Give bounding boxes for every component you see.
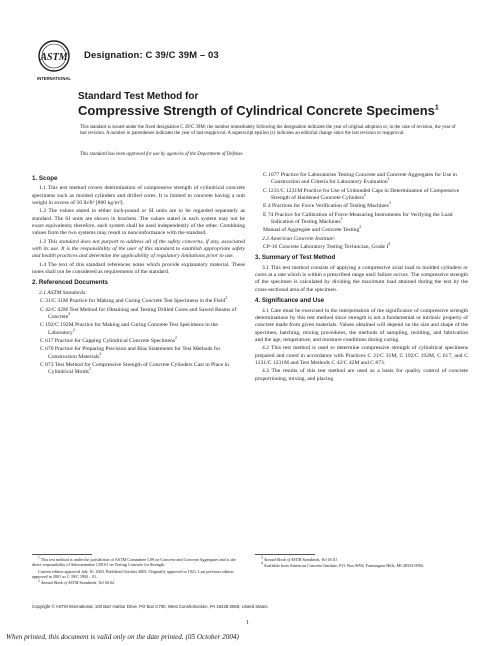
section-heading-scope: 1. Scope bbox=[32, 175, 58, 182]
reference-item: Manual of Aggregate and Concrete Testing$^2$ bbox=[263, 225, 362, 234]
footnotes-right bbox=[255, 557, 468, 570]
footnote-1-edition: Current edition approved July 10, 2003. Published October 2003. Originally approved in 1921. Last previous edition approved in 2001 as C 39/C 39M – 01. bbox=[32, 568, 234, 579]
paragraph-2-1: 2.1 ASTM Standards: bbox=[39, 289, 88, 296]
footnote-divider bbox=[32, 554, 92, 555]
paragraph-1-4: 1.4 The text of this standard references notes which provide explanatory material. These notes shall not be considered as requirements of the standard. bbox=[32, 261, 245, 276]
svg-text:INTERNATIONAL: INTERNATIONAL bbox=[37, 76, 71, 81]
copyright-line: Copyright © ASTM International, 100 Barr Harbor Drive, PO Box C700, West Conshohocken, PA 19428-2959, United States. bbox=[32, 604, 269, 609]
dod-approval-note: This standard has been approved for use by agencies of the Department of Defense. bbox=[80, 152, 244, 157]
reference-item: C 192/C 192M Practice for Making and Curing Concrete Test Specimens in the Laboratory$^2$ bbox=[40, 322, 218, 336]
paragraph-1-3: 1.3 This standard does not purport to address all of the safety concerns, if any, associated with its use. It is the responsibility of the user of this standard to establish appropriate safety and health practices and determine the applicability of regulatory limitations prior to use. bbox=[32, 238, 245, 260]
reference-item: CP-16 Concrete Laboratory Testing Technician, Grade $I^4$ bbox=[263, 242, 391, 251]
title-line-1: Standard Test Method for bbox=[78, 91, 199, 102]
footnotes-left bbox=[32, 557, 245, 586]
reference-item: C 1231/C 1231M Practice for Use of Unbonded Caps in Determination of Compressive Strength of Hardened Concrete Cylinders$^2$ bbox=[263, 187, 460, 202]
paragraph-4-1: 4.1 Care must be exercised in the interpretation of the significance of compressive strength determinations by this test method since strength is not a fundamental or intrinsic property of concrete made from given materials. Values obtained will depend on the size and shape of the specimen, batching, mixing procedures, the methods of sampling, molding, and fabrication and the age, temperature, and moisture conditions during curing. bbox=[255, 307, 468, 343]
reference-item: C 670 Practice for Preparing Precision and Bias Statements for Test Methods for Construction Materials$^2$ bbox=[40, 346, 221, 360]
reference-item: C 42/C 42M Test Method for Obtaining and Testing Drilled Cores and Sawed Beams of Concrete$^2$ bbox=[40, 306, 237, 320]
paragraph-1-1: 1.1 This test method covers determination of compressive strength of cylindrical concrete specimens such as molded cylinders and drilled cores. It is limited to concrete having a unit weight in excess of 50 lb/ft³ [800 kg/m³]. bbox=[32, 185, 245, 207]
footnote-2: $^2$ Annual Book of ASTM Standards, Vol 04.02. bbox=[38, 578, 116, 586]
svg-text:ASTM: ASTM bbox=[40, 52, 68, 63]
page-title: Compressive Strength of Cylindrical Concrete Specimens$^1$ bbox=[78, 103, 439, 118]
paragraph-2-2: 2.2 American Concrete Institute: bbox=[262, 235, 336, 242]
section-heading-summary: 3. Summary of Test Method bbox=[255, 254, 336, 262]
footnote-4: $^4$ Available from American Concrete Institute, P.O. Box 9094, Farmington Hills, MI 48333-9094. bbox=[261, 561, 424, 569]
reference-item: E 74 Practice for Calibration of Force-Measuring Instruments for Verifying the Load Indication of Testing Machines$^3$ bbox=[263, 211, 453, 226]
section-heading-referenced-documents: 2. Referenced Documents bbox=[32, 279, 108, 287]
right-column bbox=[255, 172, 468, 384]
paragraph-4-2: 4.2 This test method is used to determine compressive strength of cylindrical specimens prepared and cured in accordance with Practices C 31/C 31M, C 192/C 192M, C 617, and C 1231/C 1231M and Test Methods C 42/C 42M and C 873. bbox=[255, 345, 468, 366]
preamble-note: This standard is issued under the fixed designation C 39/C 39M; the number immediately following the designation indicates the year of original adoption or, in the case of revision, the year of last revision. A number in parentheses indicates the year of last reapproval. A superscript epsilon (ε) indicates an editorial change since the last revision or reapproval. bbox=[80, 125, 456, 137]
footnote-1: $^1$ This test method is under the jurisdiction of ASTM Committee C09 on Concrete and Concrete Aggregates and is the direct responsibility of Subcommittee C09.61 on Testing Concrete for Strength. bbox=[32, 555, 236, 568]
page-number: 1 bbox=[246, 620, 249, 626]
reference-item: C 1077 Practice for Laboratories Testing Concrete and Concrete Aggregates for Use in Construction and Criteria for Laboratory Evaluation$^2$ bbox=[263, 172, 457, 186]
footnote-divider bbox=[255, 554, 315, 555]
left-column bbox=[32, 172, 245, 378]
reference-item: E 4 Practices for Force Verification of Testing Machines$^3$ bbox=[263, 201, 391, 210]
astm-logo bbox=[34, 38, 74, 84]
print-validity-notice: When printed, this document is valid only on the date printed. (05 October 2004) bbox=[6, 633, 239, 641]
paragraph-4-3: 4.3 The results of this test method are used as a basis for quality control of concrete proportioning, mixing, and placing bbox=[255, 368, 468, 382]
paragraph-1-2: 1.2 The values stated in either inch-pound or SI units are to be regarded separately as standard. The SI units are shown in brackets. The values stated in each system may not be exact equivalents; therefore, each system shall be used independently of the other. Combining values from the two systems may result in nonconformance with the standard. bbox=[32, 208, 245, 237]
designation: Designation: C 39/C 39M – 03 bbox=[84, 50, 219, 61]
reference-item: C 617 Practice for Capping Cylindrical Concrete Specimens$^2$ bbox=[40, 336, 177, 344]
paragraph-3-1: 3.1 This test method consists of applying a compressive axial load to molded cylinders or cores at a rate which is within a prescribed range until failure occurs. The compressive strength of the specimen is calculated by dividing the maximum load attained during the test by the cross-sectional area of the specimen. bbox=[255, 264, 469, 293]
footnote-3: $^3$ Annual Book of ASTM Standards, Vol 03.01. bbox=[261, 555, 339, 562]
reference-item: C 873 Test Method for Compressive Strength of Concrete Cylinders Cast in Place in Cylindrical Molds$^2$ bbox=[40, 361, 229, 376]
section-heading-significance: 4. Significance and Use bbox=[255, 297, 325, 305]
reference-item: C 31/C 31M Practice for Making and Curing Concrete Test Specimens in the Field$^2$ bbox=[40, 296, 227, 305]
